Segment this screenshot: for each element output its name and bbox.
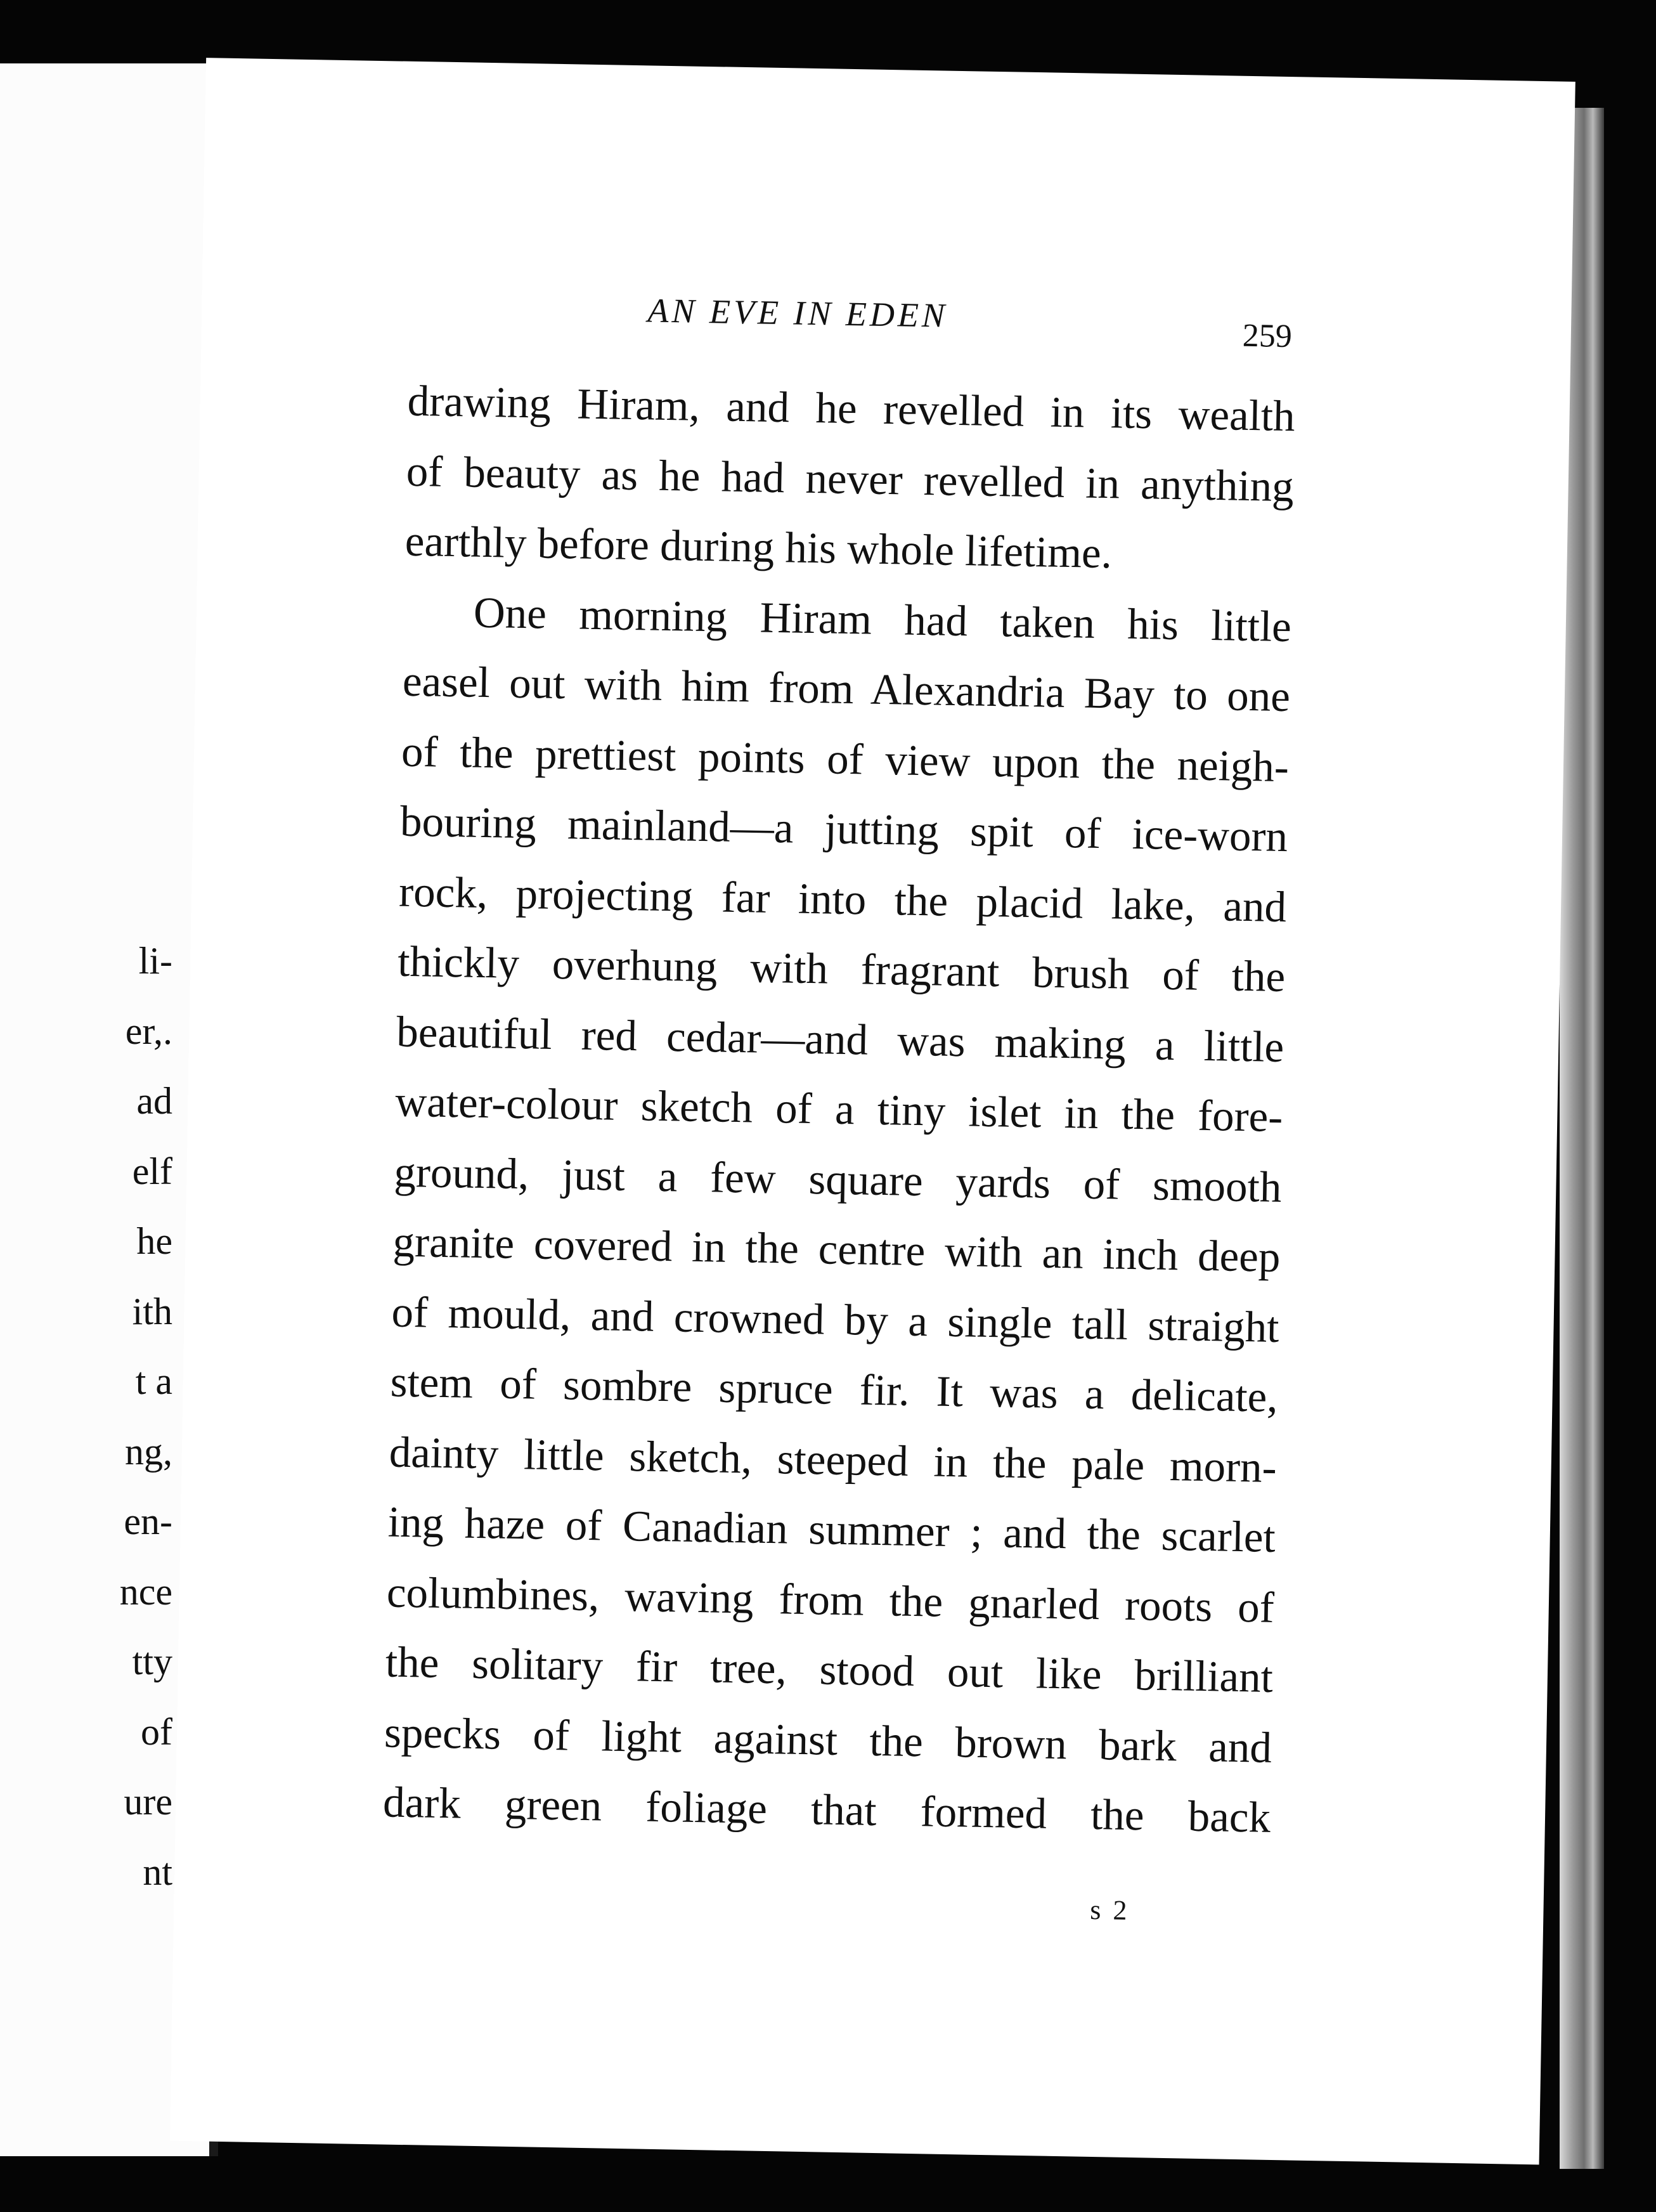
scan-background: [0, 2180, 1656, 2212]
left-line-fragment: he: [136, 1220, 172, 1262]
text-line: of mould, and crowned by a single tall straight: [391, 1287, 1280, 1351]
text-line: earthly before during his whole lifetime.: [404, 516, 1113, 578]
left-line-fragment: ng,: [125, 1430, 172, 1473]
signature-mark: s 2: [1089, 1894, 1130, 1927]
left-line-fragment: nt: [143, 1851, 172, 1893]
text-line: thickly overhung with fragrant brush of the: [397, 937, 1286, 1001]
left-line-fragment: ith: [132, 1290, 172, 1332]
page-number: 259: [1242, 317, 1293, 355]
paragraph-first-line: One morning Hiram had taken his little: [473, 588, 1292, 651]
text-line: ing haze of Canadian summer ; and the scarlet: [387, 1497, 1276, 1561]
text-line: dainty little sketch, steeped in the pale morn-: [389, 1428, 1278, 1492]
running-head: AN EVE IN EDEN: [647, 291, 948, 335]
text-line: of the prettiest points of view upon the neigh-: [401, 727, 1290, 791]
book-page: [170, 58, 1575, 2164]
text-line: beautiful red cedar—and was making a little: [396, 1007, 1284, 1071]
text-line: bouring mainland—a jutting spit of ice-worn: [399, 797, 1288, 861]
text-line: stem of sombre spruce fir. It was a delicate,: [390, 1357, 1279, 1421]
left-line-fragment: t a: [135, 1360, 172, 1402]
left-line-fragment: tty: [132, 1641, 172, 1682]
text-line: granite covered in the centre with an inch deep: [392, 1217, 1281, 1282]
text-line: water-colour sketch of a tiny islet in the fore-: [394, 1077, 1283, 1142]
text-line: drawing Hiram, and he revelled in its wealth: [407, 376, 1296, 441]
text-line: ground, just a few square yards of smooth: [393, 1147, 1283, 1211]
left-line-fragment: li-: [138, 940, 172, 982]
left-line-fragment: elf: [132, 1150, 172, 1192]
text-line: dark green foliage that formed the back: [382, 1778, 1271, 1842]
text-line: rock, projecting far into the placid lake, and: [398, 867, 1287, 931]
left-line-fragment: en-: [124, 1500, 172, 1542]
left-line-fragment: er,.: [125, 1010, 172, 1052]
left-line-fragment: ad: [136, 1080, 172, 1122]
text-line: specks of light against the brown bark and: [384, 1707, 1272, 1772]
text-line: easel out with him from Alexandria Bay to one: [402, 656, 1291, 721]
text-line: the solitary fir tree, stood out like brilliant: [385, 1637, 1274, 1701]
left-line-fragment: of: [141, 1710, 172, 1753]
body-text: [382, 366, 1295, 1853]
text-line: columbines, waving from the gnarled roots of: [386, 1567, 1275, 1632]
left-line-fragment: nce: [119, 1570, 172, 1613]
left-line-fragment: ure: [124, 1781, 172, 1823]
text-line: of beauty as he had never revelled in anything: [406, 446, 1295, 511]
